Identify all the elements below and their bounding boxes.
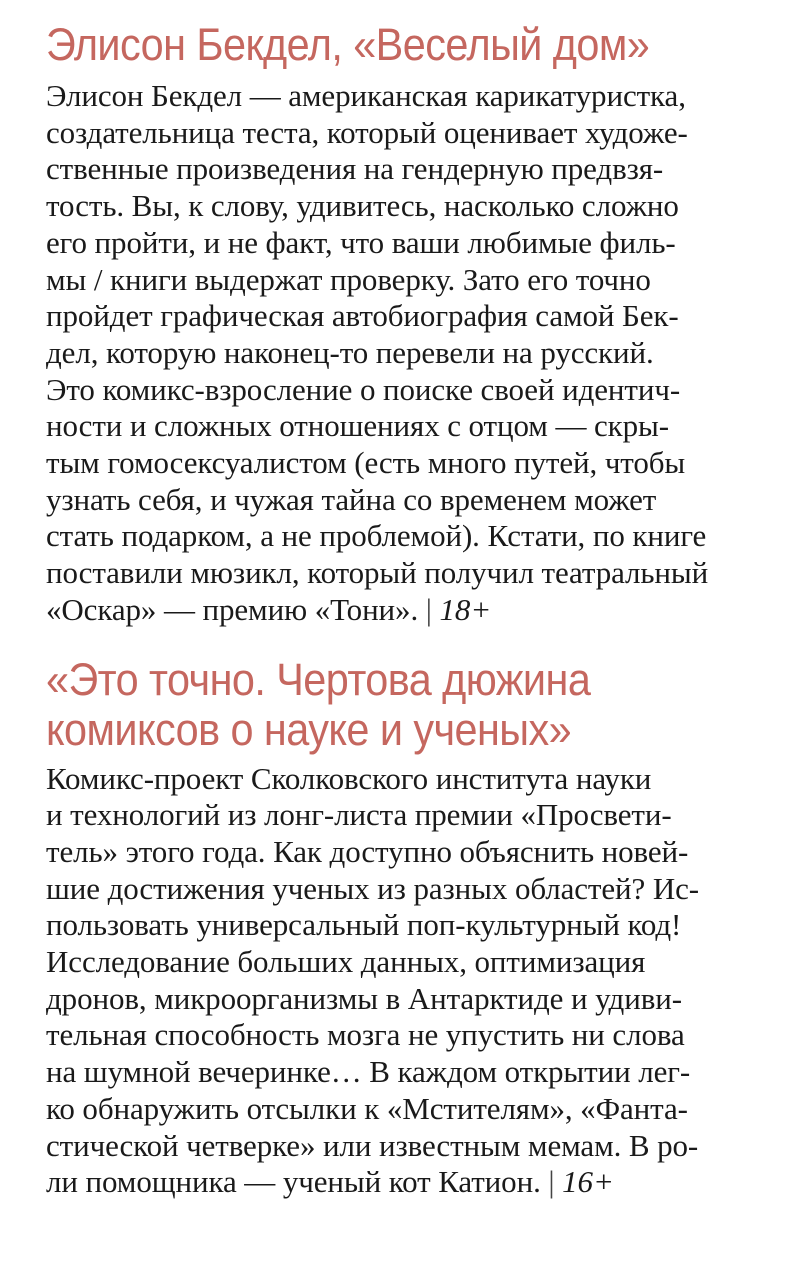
body-line: его пройти, и не факт, что ваши любимые филь-: [46, 224, 676, 260]
body-line: на шумной вечеринке… В каждом открытии лег-: [46, 1054, 691, 1090]
body-last-line: [46, 592, 758, 629]
body-line: тельная способность мозга не упустить ни слова: [46, 1017, 685, 1053]
body-last-line-text: ли помощника — ученый кот Катион.: [46, 1164, 549, 1200]
article-body: [46, 761, 758, 1201]
body-last-line: [46, 1164, 758, 1201]
body-line: Элисон Бекдел — американская карикатуристка,: [46, 78, 686, 113]
body-last-line-text: «Оскар» — премию «Тони».: [46, 591, 426, 627]
body-line: пройдет графическая автобиография самой Бек-: [46, 298, 679, 334]
body-line: ко обнаружить отсылки к «Мстителям», «Фанта-: [46, 1090, 688, 1126]
body-line: тость. Вы, к слову, удивитесь, насколько сложно: [46, 188, 679, 224]
article-title-line: Элисон Бекдел, «Веселый дом»: [46, 19, 650, 70]
article-title-line: комиксов о науке и ученых»: [46, 703, 572, 755]
body-line: ственные произведения на гендерную предвзя-: [46, 151, 664, 187]
article-bechdel: [46, 20, 758, 629]
body-line: Исследование больших данных, оптимизация: [46, 944, 646, 980]
rating-separator: |: [548, 1164, 555, 1200]
body-line: узнать себя, и чужая тайна со временем может: [46, 481, 657, 517]
body-line: создательница теста, который оценивает художе-: [46, 114, 688, 150]
article-title: [46, 20, 745, 70]
article-title: [46, 655, 745, 755]
body-line: и технологий из лонг-листа премии «Просвети-: [46, 797, 672, 833]
body-line: дел, которую наконец-то перевели на русский.: [46, 334, 654, 370]
rating-separator: |: [425, 591, 432, 627]
body-line: стать подарком, а не проблемой). Кстати, по книге: [46, 518, 707, 554]
body-line: дронов, микроорганизмы в Антарктиде и удиви-: [46, 980, 682, 1016]
age-rating: 16+: [562, 1164, 614, 1200]
body-line: поставили мюзикл, который получил театральный: [46, 555, 709, 591]
body-line: Комикс-проект Сколковского института науки: [46, 760, 652, 796]
body-line: мы / книги выдержат проверку. Зато его точно: [46, 261, 651, 297]
body-line: стической четверке» или известным мемам. В ро-: [46, 1127, 699, 1163]
body-line: тель» этого года. Как доступно объяснить новей-: [46, 833, 689, 869]
body-line: ности и сложных отношениях с отцом — скры-: [46, 408, 669, 444]
body-line: пользовать универсальный поп-культурный код!: [46, 907, 682, 943]
body-line: Это комикс-взросление о поиске своей идентич-: [46, 371, 681, 407]
body-line: тым гомосексуалистом (есть много путей, чтобы: [46, 445, 686, 481]
body-line: шие достижения ученых из разных областей? Ис-: [46, 870, 700, 906]
article-body: [46, 78, 758, 629]
age-rating: 18+: [439, 591, 492, 627]
article-science-comics: [46, 655, 758, 1201]
article-title-line: «Это точно. Чертова дюжина: [46, 653, 591, 705]
